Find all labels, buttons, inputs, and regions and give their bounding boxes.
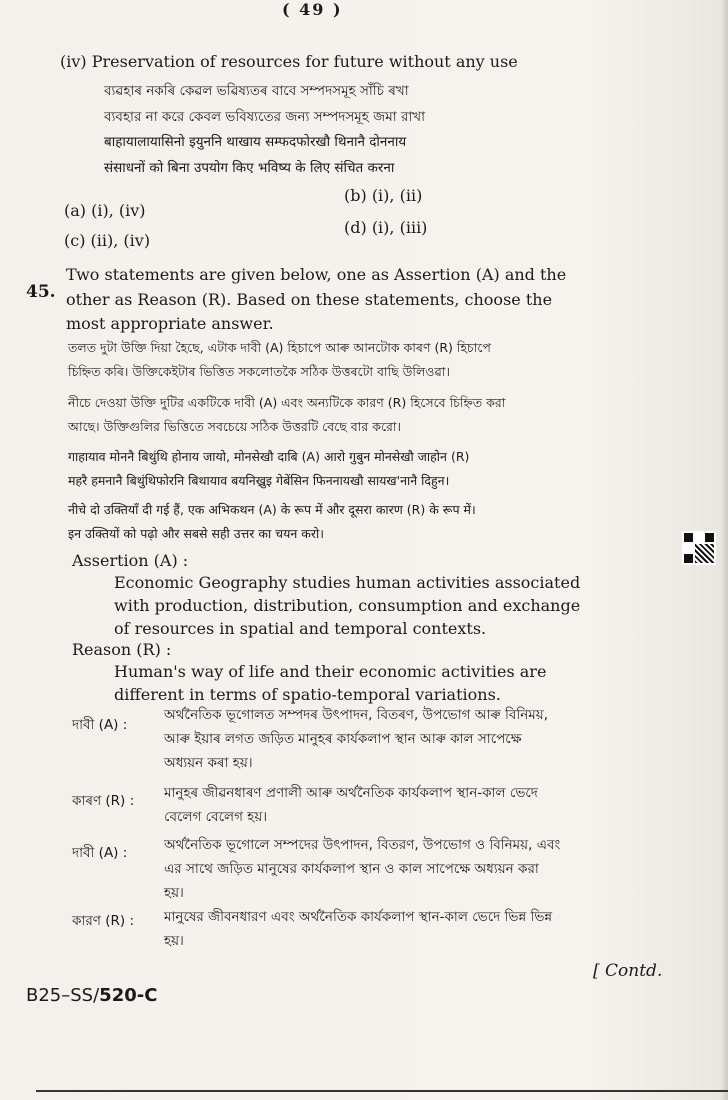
page-number: ( 49 ): [282, 0, 343, 19]
bn-assertion-text-line-2: এর সাথে জড়িত মানুষের কার্যকলাপ স্থান ও কাল সাপেক্ষে অধ্যয়ন করা: [164, 861, 539, 877]
as-assertion-label: দাবী (A) :: [72, 717, 128, 733]
q45-bodo-line-2: महरै हमनानै बिथुंथिफोरनि बिथायाव बयनिख्रुइ गेबेंसिन फिननायखौ सायख'नानै दिहुन।: [68, 473, 450, 488]
bottom-rule: [36, 1090, 728, 1092]
q45-assamese-line-2: চিহ্নিত কৰি। উক্তিকেইটাৰ ভিত্তিত সকলোতকৈ সঠিক উত্তৰটো বাছি উলিওৱা।: [68, 364, 450, 379]
paper-code: [26, 985, 157, 1006]
paper-code-prefix: B25–SS/: [26, 985, 100, 1006]
bn-reason-text-line-1: মানুষের জীবনধারণ এবং অর্থনৈতিক কার্যকলাপ স্থান-কাল ভেদে ভিন্ন ভিন্ন: [164, 909, 553, 925]
bn-assertion-text-line-1: অর্থনৈতিক ভূগোলে সম্পদের উৎপাদন, বিতরণ, উপভোগ ও বিনিময়, এবং: [164, 837, 561, 853]
option-iv-english: (iv) Preservation of resources for future without any use: [60, 52, 518, 71]
option-iv-bengali: ব্যবহার না করে কেবল ভবিষ্যতের জন্য সম্পদসমূহ জমা রাখা: [104, 109, 426, 125]
page-edge-shadow: [720, 0, 728, 1100]
option-iv-assamese: ব্যৱহাৰ নকৰি কেৱল ভৱিষ্যতৰ বাবে সম্পদসমূহ সাঁচি ৰখা: [104, 83, 409, 99]
as-reason-label: কাৰণ (R) :: [72, 793, 135, 809]
qr-code-icon: [682, 531, 716, 565]
choice-b: (b) (i), (ii): [344, 186, 423, 205]
q45-bodo-line-1: गाहायाव मोननै बिथुंथि होनाय जायो, मोनसेखौ दाबि (A) आरो गुबुन मोनसेखौ जाहोन (R): [68, 449, 470, 464]
bn-assertion-label: দাবী (A) :: [72, 845, 128, 861]
q45-hindi-line-1: नीचे दो उक्तियाँ दी गई हैं, एक अभिकथन (A) के रूप में और दूसरा कारण (R) के रूप में।: [68, 502, 476, 517]
q45-english-line-3: most appropriate answer.: [66, 314, 274, 333]
bn-reason-text-line-2: হয়।: [164, 933, 184, 949]
option-iv-hindi: संसाधनों को बिना उपयोग किए भविष्य के लिए संचित करना: [104, 160, 395, 176]
assertion-label: Assertion (A) :: [72, 551, 189, 570]
option-iv-bodo: बाहायालायासिनो इयुननि थाखाय सम्फदफोरखौ थिनानै दोननाय: [104, 134, 407, 150]
as-assertion-text-line-2: আৰু ইয়াৰ লগত জড়িত মানুহৰ কাৰ্যকলাপ স্থান আৰু কাল সাপেক্ষে: [164, 731, 522, 747]
as-reason-text-line-2: বেলেগ বেলেগ হয়।: [164, 809, 268, 825]
q45-bengali-line-1: নীচে দেওয়া উক্তি দুটির একটিকে দাবী (A) এবং অন্যটিকে কারণ (R) হিসেবে চিহ্নিত করা: [68, 395, 506, 410]
assertion-text-line-2: with production, distribution, consumption and exchange: [114, 596, 581, 615]
bn-assertion-text-line-3: হয়।: [164, 885, 184, 901]
choice-d: (d) (i), (iii): [344, 218, 428, 237]
q45-english-line-2: other as Reason (R). Based on these statements, choose the: [66, 290, 553, 309]
choice-a: (a) (i), (iv): [64, 201, 146, 220]
paper-code-number: 520-C: [99, 985, 158, 1006]
q45-hindi-line-2: इन उक्तियों को पढ़ो और सबसे सही उत्तर का चयन करो।: [68, 526, 324, 541]
question-number: 45.: [26, 282, 56, 302]
bn-reason-label: কারণ (R) :: [72, 913, 134, 929]
reason-label: Reason (R) :: [72, 640, 172, 659]
q45-english-line-1: Two statements are given below, one as Assertion (A) and the: [66, 265, 567, 284]
assertion-text-line-1: Economic Geography studies human activities associated: [114, 573, 581, 592]
continued-marker: [ Contd.: [593, 961, 663, 981]
as-reason-text-line-1: মানুহৰ জীৱনধাৰণ প্ৰণালী আৰু অৰ্থনৈতিক কাৰ্যকলাপ স্থান-কাল ভেদে: [164, 785, 538, 801]
choice-c: (c) (ii), (iv): [64, 231, 151, 250]
reason-text-line-2: different in terms of spatio-temporal variations.: [114, 685, 501, 704]
as-assertion-text-line-3: অধ্যয়ন কৰা হয়।: [164, 755, 253, 771]
as-assertion-text-line-1: অৰ্থনৈতিক ভূগোলত সম্পদৰ উৎপাদন, বিতৰণ, উপভোগ আৰু বিনিময়,: [164, 707, 549, 723]
q45-assamese-line-1: তলত দুটা উক্তি দিয়া হৈছে, এটাক দাবী (A) হিচাপে আৰু আনটোক কাৰণ (R) হিচাপে: [68, 340, 491, 355]
reason-text-line-1: Human's way of life and their economic activities are: [114, 662, 547, 681]
q45-bengali-line-2: আছে। উক্তিগুলির ভিত্তিতে সবচেয়ে সঠিক উত্তরটি বেছে বার করো।: [68, 419, 401, 434]
assertion-text-line-3: of resources in spatial and temporal contexts.: [114, 619, 487, 638]
